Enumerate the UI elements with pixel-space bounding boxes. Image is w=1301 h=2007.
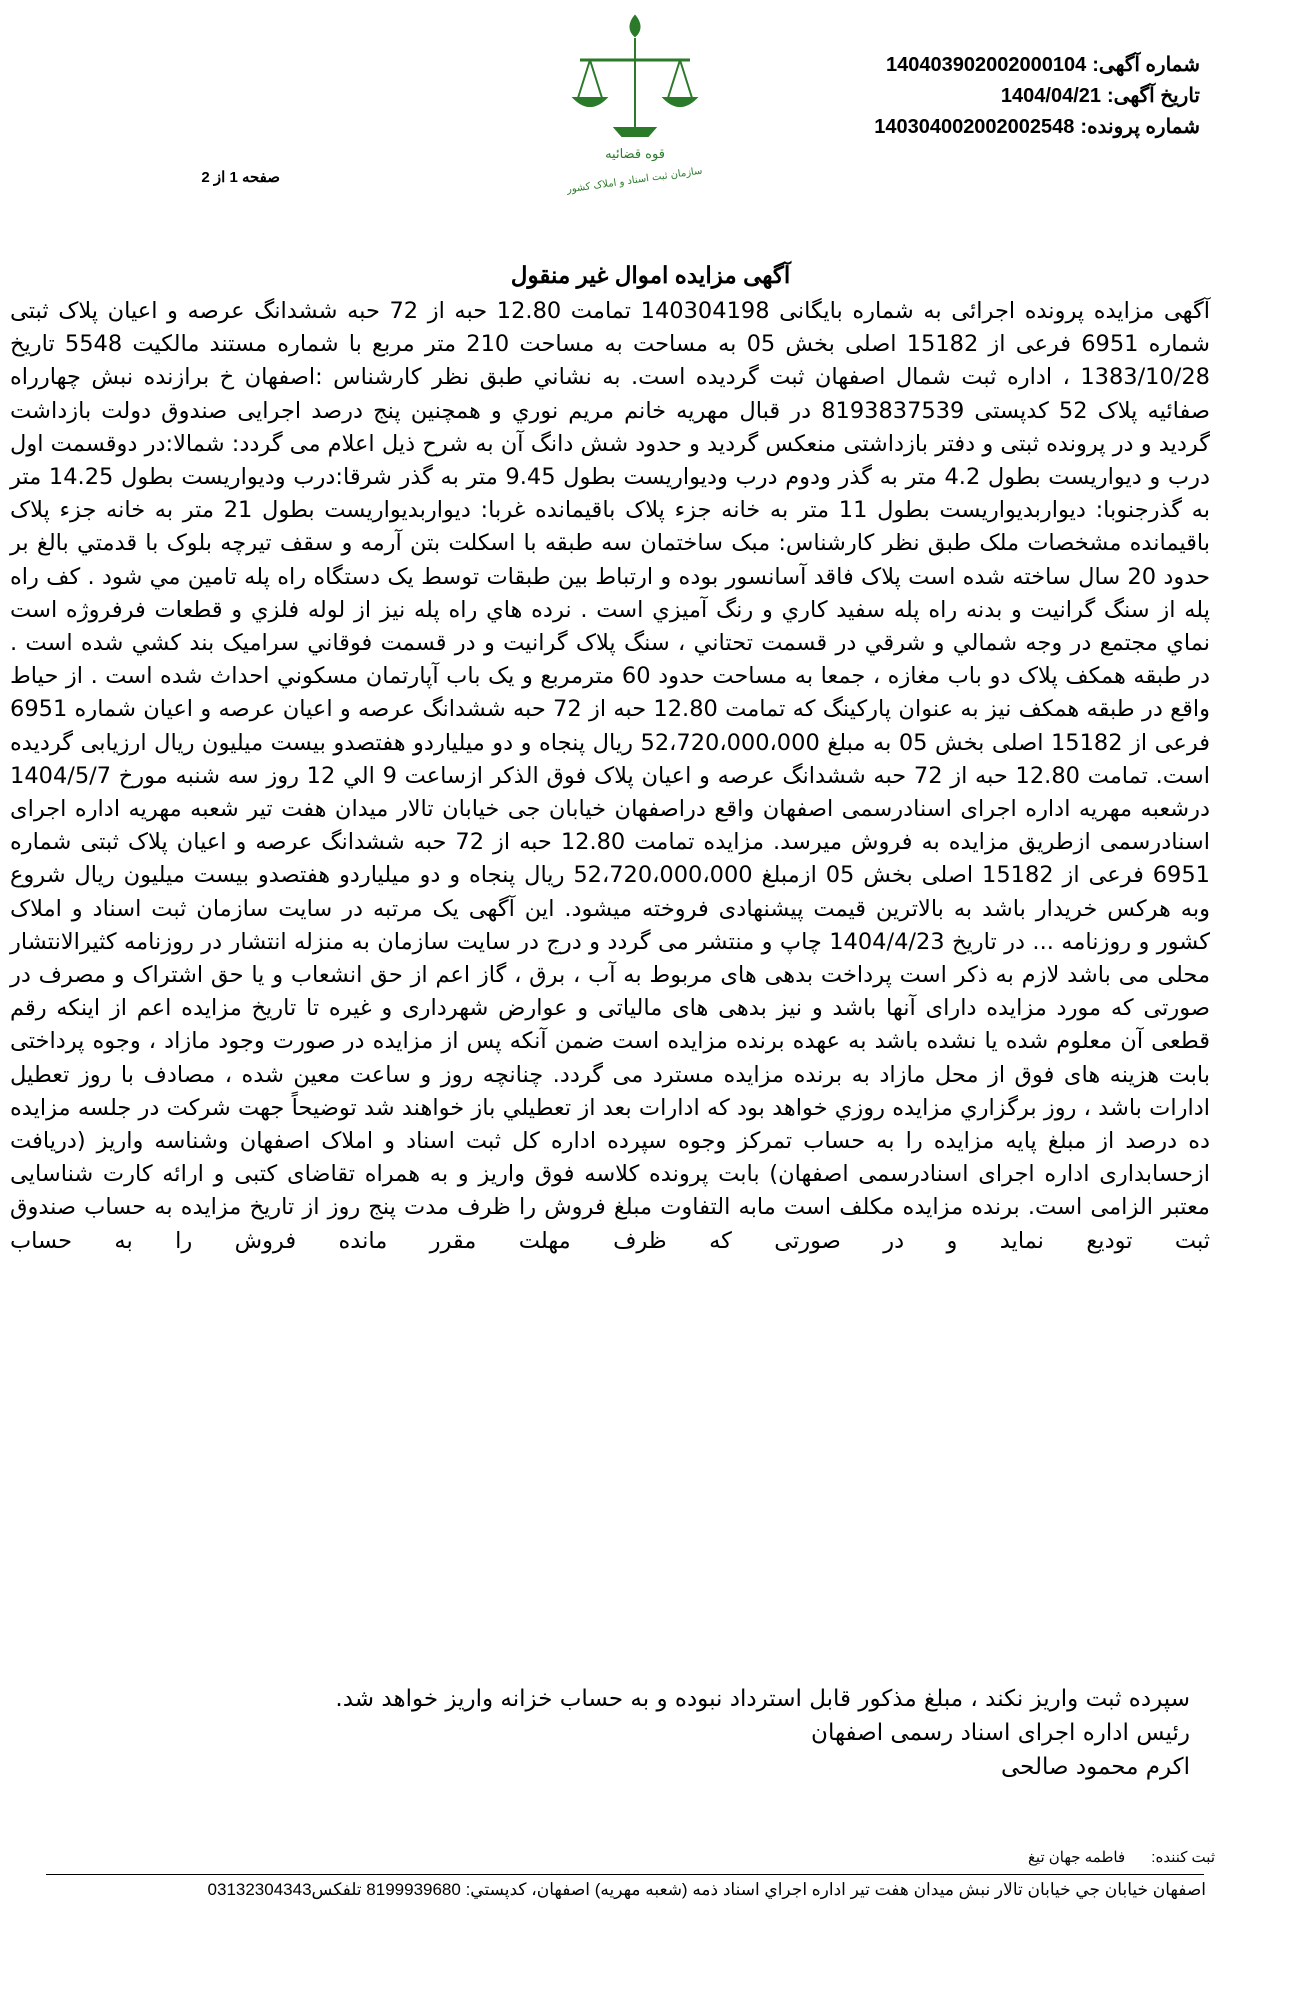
- signatory-name: اکرم محمود صالحی: [1000, 1754, 1190, 1780]
- notice-date: 1404/04/21: [1000, 85, 1102, 107]
- svg-text:سازمان ثبت اسناد و املاک کشور: سازمان ثبت اسناد و املاک کشور: [566, 165, 704, 196]
- notice-number-label: شماره آگهی:: [1092, 54, 1200, 76]
- notice-number: 14040390200200010‌4: [886, 54, 1087, 76]
- notice-body: آگهی مزایده پرونده اجرائی به شماره بایگانی 140304198 تمامت 12.80 حبه از 72 حبه ششدانگ عرصه و اعیان پلاک ثبتی شماره 6951 فرعی از 15182 اصلی بخش 05 به مساحت به مساحت 210 متر مربع با شماره مستند مالکیت 5548 تاریخ 1383/10/28 ، اداره ثبت شمال اصفهان ثبت گردیده است. به نشاني طبق نظر کارشناس :اصفهان خ برازنده نبش چهارراه صفائیه پلاک 52 کدپستی 8193837539 در قبال مهریه خانم مریم نوري و همچنین پنج درصد اجرایی صندوق دولت بازداشت گردید و در پرونده ثبتی و دفتر بازداشتی منعکس گردید و حدود شش دانگ آن به شرح ذیل اعلام می گردد: شمالا:در دوقسمت اول درب و دیواریست بطول 4.2 متر به گذر ودوم درب ودیواریست بطول 9.45 متر به گذر شرقا:درب ودیواریست بطول 14.25 متر به گذرجنوبا: دیواربدیواریست بطول 11 متر به خانه جزء پلاک باقیمانده غربا: دیواربدیواریست بطول 21 متر به خانه جزء پلاک باقیمانده مشخصات ملک طبق نظر کارشناس: مبک ساختمان سه طبقه با اسکلت بتن آرمه و سقف تیرچه بلوک با قدمتي بالغ بر حدود 20 سال ساخته شده است پلاک فاقد آسانسور بوده و ارتباط بین طبقات توسط یک دستگاه راه پله تامین مي شود . کف راه پله از سنگ گرانیت و بدنه راه پله سفید کاري و رنگ آمیزي است . نرده هاي راه پله نیز از لوله فلزي و قطعات فرفروژه است نماي مجتمع در وجه شمالي و شرقي در قسمت تحتاني ، سنگ پلاک گرانیت و در قسمت فوقاني سرامیک بند کشي شده است . در طبقه همکف پلاک دو باب مغازه ، جمعا به مساحت حدود 60 مترمربع و یک باب آپارتمان مسکوني احداث شده است . از حیاط واقع در طبقه همکف نیز به عنوان پارکینگ که تمامت 12.80 حبه از 72 حبه ششدانگ عرصه و اعیان عرصه و اعیان شماره 6951 فرعی از 15182 اصلی بخش 05 به مبلغ 52،720،000،000 ریال پنجاه و دو میلیاردو هفتصدو بیست میلیون ریال ارزیابی گردیده است. تمامت 12.80 حبه از 72 حبه ششدانگ عرصه و اعیان پلاک فوق الذکر ازساعت 9 الي 12 روز سه شنبه مورخ 1404/5/7 درشعبه مهریه اداره اجرای اسنادرسمی اصفهان واقع دراصفهان خیابان جی خیابان تالار میدان هفت تیر شعبه مهریه اداره اجرای اسنادرسمی ازطریق مزایده به فروش میرسد. مزایده تمامت 12.80 حبه از 72 حبه ششدانگ عرصه و اعیان پلاک ثبتی شماره 6951 فرعی از 15182 اصلی بخش 05 ازمبلغ 52،720،000،000 ریال پنجاه و دو میلیاردو هفتصدو بیست میلیون ریال شروع وبه هرکس خریدار باشد به بالاترین قیمت پیشنهادی فروخته میشود. این آگهی یک مرتبه در سایت سازمان ثبت اسناد و املاک کشور و روزنامه ... در تاریخ 1404/4/23 چاپ و منتشر می گردد و درج در سایت سازمان به منزله انتشار در روزنامه کثیرالانتشار محلی می باشد لازم به ذکر است پرداخت بدهی های مربوط به آب ، برق ، گاز اعم از حق انشعاب و یا حق اشتراک و مصرف در صورتی که مورد مزایده دارای آنها باشد و نیز بدهی های مالیاتی و عوارض شهرداری و غیره تا تاریخ مزایده اعم از اینکه رقم قطعی آن معلوم شده یا نشده باشد به عهده برنده مزایده است ضمن آنکه پس از مزایده در صورت وجود مازاد ، وجوه پرداختی بابت هزینه های فوق از محل مازاد به برنده مزایده مسترد می گردد. چنانچه روز و ساعت معین شده ، مصادف با روز تعطیل ادارات باشد ، روز برگزاري مزایده روزي خواهد بود که ادارات بعد از تعطیلي باز خواهند شد توضیحاً جهت شرکت در جلسه مزایده ده درصد از مبلغ پایه مزایده را به حساب تمرکز وجوه سپرده اداره کل ثبت اسناد و املاک اصفهان وشناسه واریز (دریافت ازحسابداری اداره اجرای اسنادرسمی اصفهان) بابت پرونده کلاسه فوق واریز و به همراه تقاضای کتبی و ارائه کارت شناسایی معتبر الزامی است. برنده مزایده مکلف است مابه التفاوت مبلغ فروش را ظرف مدت پنج روز از تاریخ مزایده به حساب صندوق ثبت تودیع نماید و در صورتی که ظرف مهلت مقرر مانده فروش را به حساب: [10, 298, 1211, 1254]
- notice-date-row: [800, 81, 1200, 112]
- closing-block: [10, 1682, 1190, 1784]
- scales-of-justice-icon: [560, 8, 710, 218]
- judiciary-emblem: [560, 8, 710, 218]
- footer-address: اصفهان خیابان جي خیابان تالار نبش میدان هفت تیر اداره اجراي اسناد ذمه (شعبه مهریه) اصفهان، کدپستي: 8199939680 تلفکس03132304343: [207, 1880, 1206, 1899]
- notice-date-label: تاریخ آگهی:: [1107, 85, 1200, 107]
- closing-sentence: سپرده ثبت واریز نکند ، مبلغ مذکور قابل استرداد نبوده و به حساب خزانه واریز خواهد شد.: [335, 1686, 1190, 1712]
- case-number: 14030400200200254‌8: [874, 116, 1075, 138]
- registrar: [0, 1848, 1215, 1866]
- footer-divider: [46, 1874, 1204, 1875]
- case-number-row: [800, 112, 1200, 143]
- registrar-label: ثبت کننده:: [1151, 1849, 1215, 1866]
- case-number-label: شماره پرونده:: [1080, 116, 1200, 138]
- registrar-name: فاطمه جهان تیغ: [1027, 1849, 1126, 1866]
- page-number: صفحه 1 از 2: [201, 169, 280, 186]
- notice-number-row: [800, 50, 1200, 81]
- notice-meta: [800, 50, 1200, 143]
- document-title: آگهی مزایده اموال غیر منقول: [510, 262, 791, 288]
- svg-text:قوه قضائیه: قوه قضائیه: [605, 147, 665, 162]
- signatory-title: رئیس اداره اجرای اسناد رسمی اصفهان: [811, 1720, 1190, 1746]
